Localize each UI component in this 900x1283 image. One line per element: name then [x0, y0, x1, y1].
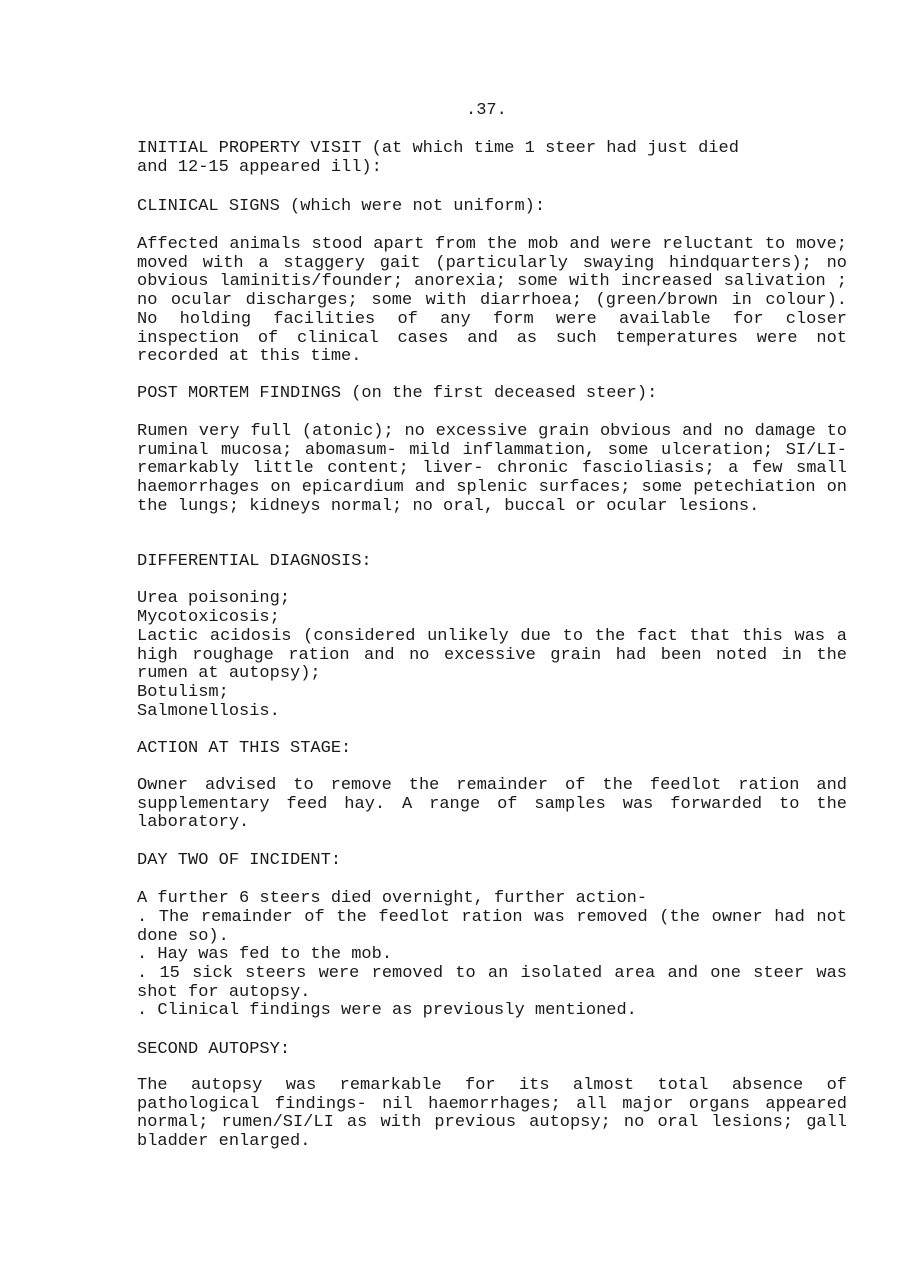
heading-line: SECOND AUTOPSY:: [137, 1040, 291, 1059]
paragraph-action: Owner advised to remove the remainder of the feedlot ration and supplementary feed hay. A range of samples was forwarded to the laboratory.: [137, 776, 847, 833]
day-two-item-clinical-findings: [137, 1002, 847, 1021]
day-two-intro: [137, 890, 847, 909]
heading-line: CLINICAL SIGNS (which were not uniform):: [137, 197, 546, 216]
section-heading-second-autopsy: [137, 1041, 847, 1060]
heading-line: DIFFERENTIAL DIAGNOSIS:: [137, 552, 372, 571]
list-item: . Clinical findings were as previously mentioned.: [137, 1001, 637, 1020]
section-heading-clinical-signs: [137, 198, 847, 217]
list-item: A further 6 steers died overnight, further action-: [137, 889, 648, 908]
section-heading-initial-visit: [137, 140, 847, 177]
section-heading-differential-diagnosis: [137, 553, 847, 572]
list-item: Mycotoxicosis;: [137, 607, 280, 627]
heading-line: ACTION AT THIS STAGE:: [137, 739, 352, 758]
paragraph-second-autopsy: The autopsy was remarkable for its almost total absence of pathological findings- nil haemorrhages; all major organs appeared normal; rumen/SI/LI as with previous autopsy; no oral lesions; gall bladder enlarged.: [137, 1076, 847, 1152]
diagnosis-lactic-acidosis: Lactic acidosis (considered unlikely due to the fact that this was a high roughage ration and no excessive grain had been noted in the rumen at autopsy);: [137, 627, 847, 684]
diagnosis-list-top: [137, 590, 847, 627]
page-number: .37.: [466, 101, 507, 120]
day-two-item-sick-steers: . 15 sick steers were removed to an isolated area and one steer was shot for autopsy.: [137, 964, 847, 1002]
paragraph-clinical-signs: Affected animals stood apart from the mob and were reluctant to move; moved with a staggery gait (particularly swaying hindquarters); no obvious laminitis/founder; anorexia; some with increased salivation ; no ocular discharges; some with diarrhoea; (green/brown in colour). No holding facilities of any form were available for closer inspection of clinical cases and as such temperatures were not recorded at this time.: [137, 235, 847, 367]
list-item: . Hay was fed to the mob.: [137, 945, 393, 964]
day-two-item-ration-removed: . The remainder of the feedlot ration was removed (the owner had not done so).: [137, 908, 847, 946]
list-item: Botulism;: [137, 683, 229, 702]
day-two-item-hay: [137, 946, 847, 965]
heading-line: and 12-15 appeared ill):: [137, 157, 382, 177]
list-item: Salmonellosis.: [137, 701, 280, 721]
section-heading-action: [137, 740, 847, 759]
section-heading-post-mortem: [137, 385, 847, 404]
diagnosis-list-bottom: [137, 684, 847, 721]
section-heading-day-two: [137, 852, 847, 871]
paragraph-post-mortem-findings: Rumen very full (atonic); no excessive grain obvious and no damage to ruminal mucosa; abomasum- mild inflammation, some ulceration; SI/LI- remarkably little content; liver- chronic fascioliasis; a few small haemorrhages on epicardium and splenic surfaces; some petechiation on the lungs; kidneys normal; no oral, buccal or ocular lesions.: [137, 422, 847, 516]
heading-line: DAY TWO OF INCIDENT:: [137, 851, 342, 870]
list-item: Urea poisoning;: [137, 589, 291, 608]
heading-line: INITIAL PROPERTY VISIT (at which time 1 steer had just died: [137, 139, 739, 158]
heading-line: POST MORTEM FINDINGS (on the first deceased steer):: [137, 384, 658, 403]
